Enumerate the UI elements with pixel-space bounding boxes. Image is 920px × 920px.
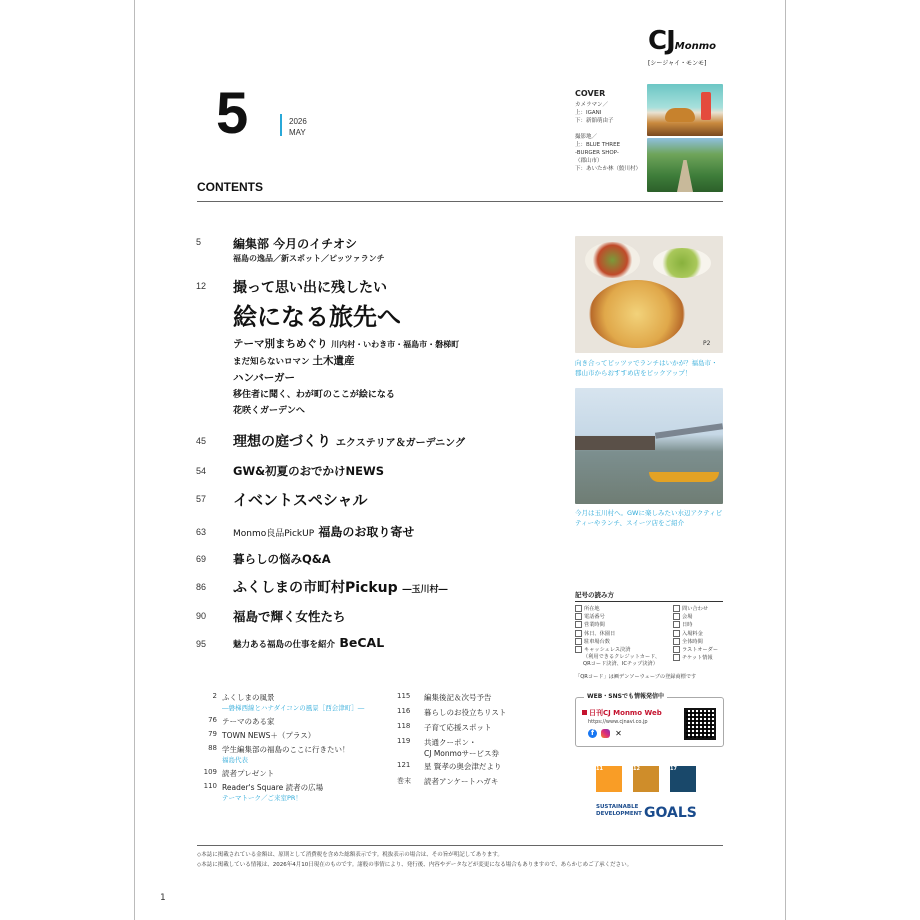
toc-page-95: 95 — [196, 639, 207, 649]
toc-title-ichioshi[interactable]: 編集部 今月のイチオシ — [233, 237, 357, 251]
web-box-title: WEB・SNSでも情報発信中 — [584, 691, 667, 700]
toc-title-garden[interactable]: 理想の庭づくり エクステリア＆ガーデニング — [233, 434, 465, 450]
header-rule — [197, 201, 723, 202]
page-number: 1 — [160, 893, 166, 903]
cj-monmo-logo: CJMonmo [シージャイ・モンモ] — [648, 26, 716, 67]
cover-photo-burger — [647, 84, 723, 136]
toc-page-63: 63 — [196, 527, 207, 537]
toc-page-90: 90 — [196, 611, 207, 621]
minor-item[interactable]: ふくしまの風景 — [222, 693, 275, 702]
instagram-icon[interactable] — [601, 729, 610, 738]
sdg-12-icon: 12 — [633, 766, 659, 792]
toc-title-becal[interactable]: 魅力ある福島の仕事を紹介 BeCAL — [233, 635, 385, 650]
minor-list-left: 2 ふくしまの風景 ―磐梯西線とハナダイコンの風景［西会津町］― 76 テーマのある家 79 TOWN NEWS＋（プラス） 88 学生編集部の福島のここに行きたい！ 福島代表 109 読者プレゼント 110 Reader's Square 読者の広場 テーマトーク／ご来室PR！ — [203, 692, 365, 802]
minor-list-right: 115 編集後記＆次号予告 116 暮らしのお役立ちリスト 118 子育て応援スポット 119 共通クーポン・ CJ Monmoサービス券 121 星 賢孝の奥会津だより 巻末 読者アンケートハガキ — [397, 692, 507, 786]
toc-sub-garden: 花咲くガーデンへ — [233, 406, 305, 416]
sdg-17-icon: 17 — [670, 766, 696, 792]
sdg-11-icon: 11 — [596, 766, 622, 792]
pizza-caption: 向き合ってピッツァでランチはいかが？福島市・郡山市からおすすめ店をピックアップ！ — [575, 359, 718, 377]
footer-note-info: ◇本誌に掲載している情報は、2026年4月10日現在のものです。諸般の事情により、発行後、内容やデータなどが変更になる場合もありますので、あらかじめご了承ください。 — [197, 862, 633, 868]
contents-heading: CONTENTS — [197, 180, 263, 194]
cover-photo-forest — [647, 138, 723, 192]
minor-item[interactable]: 子育て応援スポット — [424, 723, 492, 732]
toc-sub-migrant: 移住者に聞く、わが町のここが絵になる — [233, 390, 395, 400]
footer-note-price: ◇本誌に掲載されている金額は、原則として消費税を含めた総額表示です。税抜表示の場合は、その旨が明記してあります。 — [197, 852, 503, 858]
minor-item[interactable]: 学生編集部の福島のここに行きたい！ — [222, 745, 350, 754]
minor-item[interactable]: 星 賢孝の奥会津だより — [424, 762, 502, 771]
web-url[interactable]: https://www.cjnavi.co.jp — [588, 719, 648, 725]
legend-title: 記号の読み方 — [575, 590, 723, 602]
sdgs-wordmark: SUSTAINABLE DEVELOPMENT — [596, 804, 642, 817]
toc-sub-town-walk: テーマ別まちめぐり 川内村・いわき市・福島市・磐梯町 — [233, 338, 460, 350]
toc-title-women[interactable]: 福島で輝く女性たち — [233, 609, 346, 624]
toc-title-qa[interactable]: 暮らしの悩みQ&A — [233, 552, 331, 566]
logo-kana: [シージャイ・モンモ] — [648, 60, 707, 67]
minor-item[interactable]: 読者プレゼント — [222, 769, 275, 778]
toc-title-otoriyose[interactable]: Monmo良品PickUP 福島のお取り寄せ — [233, 525, 415, 539]
sdgs-goals-word: GOALS — [644, 805, 697, 821]
web-site-name[interactable]: 日刊CJ Monmo Web — [582, 708, 662, 718]
issue-divider — [280, 114, 282, 136]
minor-item[interactable]: Reader's Square 読者の広場 — [222, 783, 324, 792]
toc-sub-ichioshi: 福島の逸品／新スポット／ピッツァランチ — [233, 254, 385, 263]
toc-page-57: 57 — [196, 494, 207, 504]
x-icon[interactable]: ✕ — [615, 729, 622, 738]
toc-page-86: 86 — [196, 582, 207, 592]
minor-item[interactable]: TOWN NEWS＋（プラス） — [222, 731, 316, 740]
toc-page-12: 12 — [196, 281, 207, 291]
legend-note: 「QRコード」は㈱デンソーウェーブの登録商標です — [575, 673, 697, 680]
minor-item[interactable]: 暮らしのお役立ちリスト — [424, 708, 507, 717]
toc-sub-hamburger: ハンバーガー — [233, 372, 296, 384]
toc-page-69: 69 — [196, 554, 207, 564]
sdgs-logo — [596, 766, 706, 826]
web-sns-box — [575, 693, 724, 747]
toc-title-travel[interactable]: 絵になる旅先へ — [233, 303, 401, 331]
toc-page-54: 54 — [196, 466, 207, 476]
minor-item[interactable]: テーマのある家 — [222, 717, 275, 726]
canoe-photo — [575, 388, 723, 504]
qr-code-icon — [684, 708, 716, 740]
pizza-photo — [575, 236, 723, 353]
toc-sub-romance: まだ知らないロマン 土木遺産 — [233, 355, 355, 367]
cover-title: COVER — [575, 89, 606, 98]
issue-date: 2026 MAY — [289, 117, 307, 137]
toc-title-event[interactable]: イベントスペシャル — [233, 491, 368, 509]
cover-credits: カメラマン／ 上：IGANI 下：新舘萌由子 撮影地／ 上：BLUE THREE -BURGER SHOP- （郡山市） 下：あいたか林（鮫川村） — [575, 102, 642, 172]
toc-page-45: 45 — [196, 436, 207, 446]
issue-number: 5 — [216, 81, 249, 146]
pizza-page-tag: P2 — [703, 340, 711, 347]
toc-title-pickup[interactable]: ふくしまの市町村Pickup ―玉川村― — [233, 580, 448, 596]
toc-lead-travel: 撮って思い出に残したい — [233, 280, 387, 296]
canoe-caption: 今月は玉川村へ。GWに楽しみたい水辺アクティビティーやランチ、スイーツ店をご紹介 — [575, 509, 723, 527]
toc-title-gw-news[interactable]: GW&初夏のおでかけNEWS — [233, 464, 384, 478]
minor-item[interactable]: 共通クーポン・ — [424, 738, 477, 747]
symbol-legend: 記号の読み方 所在地 電話番号 営業時間 休日、休園日 駐車場台数 キャッシュレス決済 （利用できるクレジットカード、 QRコード決済、ICチップ決済） 問い合わせ 会場 日時 入場料金 全体時間 ラストオーダー チケット情報 「QRコード」は㈱デンソーウェーブの登録商標です — [575, 590, 727, 681]
facebook-icon[interactable]: f — [588, 729, 597, 738]
minor-item[interactable]: 読者アンケートハガキ — [424, 777, 499, 786]
minor-item[interactable]: 編集後記＆次号予告 — [424, 693, 492, 702]
footer-rule — [197, 845, 723, 846]
toc-page-5: 5 — [196, 237, 202, 247]
